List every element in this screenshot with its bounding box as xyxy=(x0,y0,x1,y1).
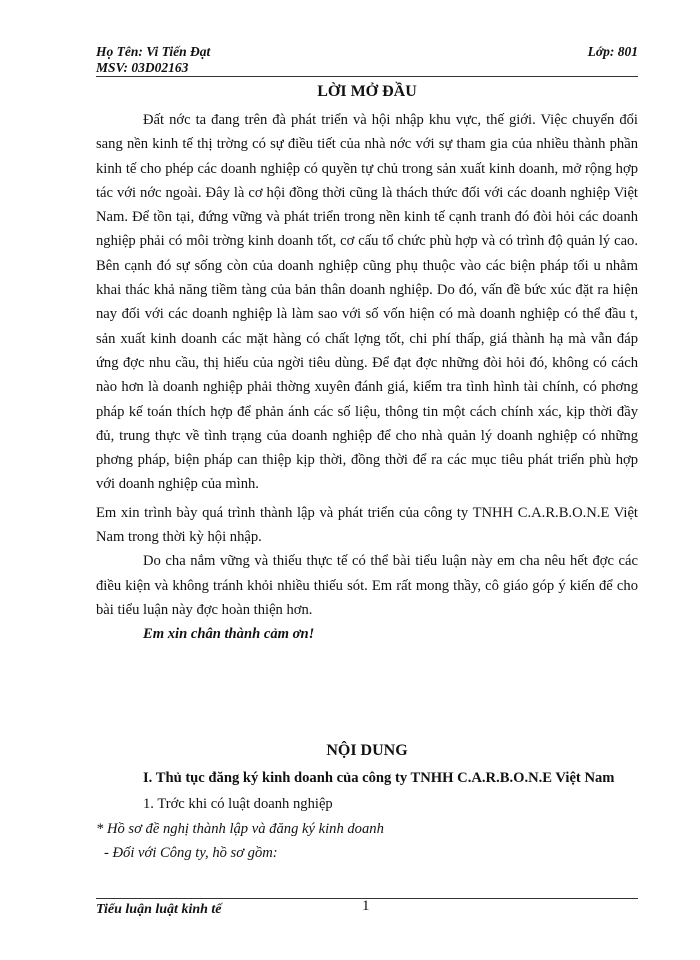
intro-section xyxy=(96,108,638,647)
section-heading: I. Thủ tục đăng ký kinh doanh của công ty TNHH C.A.R.B.O.N.E Việt Nam xyxy=(143,770,615,786)
header-rule xyxy=(96,76,638,77)
page-header-row xyxy=(96,44,638,60)
list-item: - Đối với Công ty, hồ sơ gồm: xyxy=(104,844,278,861)
student-id: MSV: 03D02163 xyxy=(96,60,189,75)
thanks-line: Em xin chân thành cảm ơn! xyxy=(143,626,315,643)
intro-title: LỜI MỞ ĐẦU xyxy=(317,83,417,100)
intro-paragraph: Em xin trình bày quá trình thành lập và phát triển của công ty TNHH C.A.R.B.O.N.E Việt Nam trong thời kỳ hội nhập. xyxy=(96,504,638,546)
list-item: * Hồ sơ đề nghị thành lập và đăng ký kinh doanh xyxy=(96,820,384,837)
content-title: NỘI DUNG xyxy=(326,742,408,759)
page-number: 1 xyxy=(362,898,370,914)
subsection-heading: 1. Trớc khi có luật doanh nghiệp xyxy=(143,796,333,813)
footer-title: Tiểu luận luật kinh tế xyxy=(96,902,222,917)
class-label: Lớp: 801 xyxy=(587,44,638,59)
intro-paragraph: Đất nớc ta đang trên đà phát triển và hội nhập khu vực, thế giới. Việc chuyển đổi sang nền kinh tế thị trờng có sự điều tiết của nhà nớc với sự tham gia của nhiều thành phần kinh tế cho phép các doanh nghiệp có quyền tự chủ trong sản xuất kinh doanh, mở rộng hợp tác với nớc ngoài. Đây là cơ hội đồng thời cũng là thách thức đối với các doanh nghiệp Việt Nam. Để tồn tại, đứng vững và phát triển trong nền kinh tế cạnh tranh đó đòi hỏi các doanh nghiệp phải có môi trờng kinh doanh tốt, cơ cấu tổ chức phù hợp và có trình độ quản lý cao. Bên cạnh đó sự sống còn của doanh nghiệp cũng phụ thuộc vào các biện pháp tối u nhằm khai thác khả năng tiềm tàng của bản thân doanh nghiệp. Do đó, vấn đề bức xúc đặt ra hiện nay đối với các doanh nghiệp là làm sao với số vốn hiện có mà doanh nghiệp có thể đầu t, sản xuất kinh doanh các mặt hàng có chất lợng tốt, chi phí thấp, giá thành hạ mà vẫn đáp ứng đợc nhu cầu, thị hiếu của ngời tiêu dùng. Để đạt đợc những đòi hỏi đó, không có cách nào hơn là doanh nghiệp phải thờng xuyên đánh giá, kiểm tra tình hình tài chính, có phơng pháp kế toán thích hợp để phản ánh các số liệu, thông tin một cách chính xác, kịp thời đầy đủ, trung thực về tình trạng của doanh nghiệp để cho nhà quản lý doanh nghiệp có những phơng pháp, biện pháp can thiệp kịp thời, đồng thời để ra các mục tiêu phát triển phù hợp với doanh nghiệp của mình. xyxy=(96,112,638,493)
content-section xyxy=(96,766,638,865)
intro-paragraph: Do cha nắm vững và thiếu thực tế có thể bài tiểu luận này em cha nêu hết đợc các điều kiện và không tránh khỏi nhiều thiếu sót. Em rất mong thầy, cô giáo góp ý kiến để cho bài tiểu luận này đợc hoàn thiện hơn. xyxy=(96,553,638,618)
author-name: Họ Tên: Vi Tiến Đạt xyxy=(96,44,211,59)
